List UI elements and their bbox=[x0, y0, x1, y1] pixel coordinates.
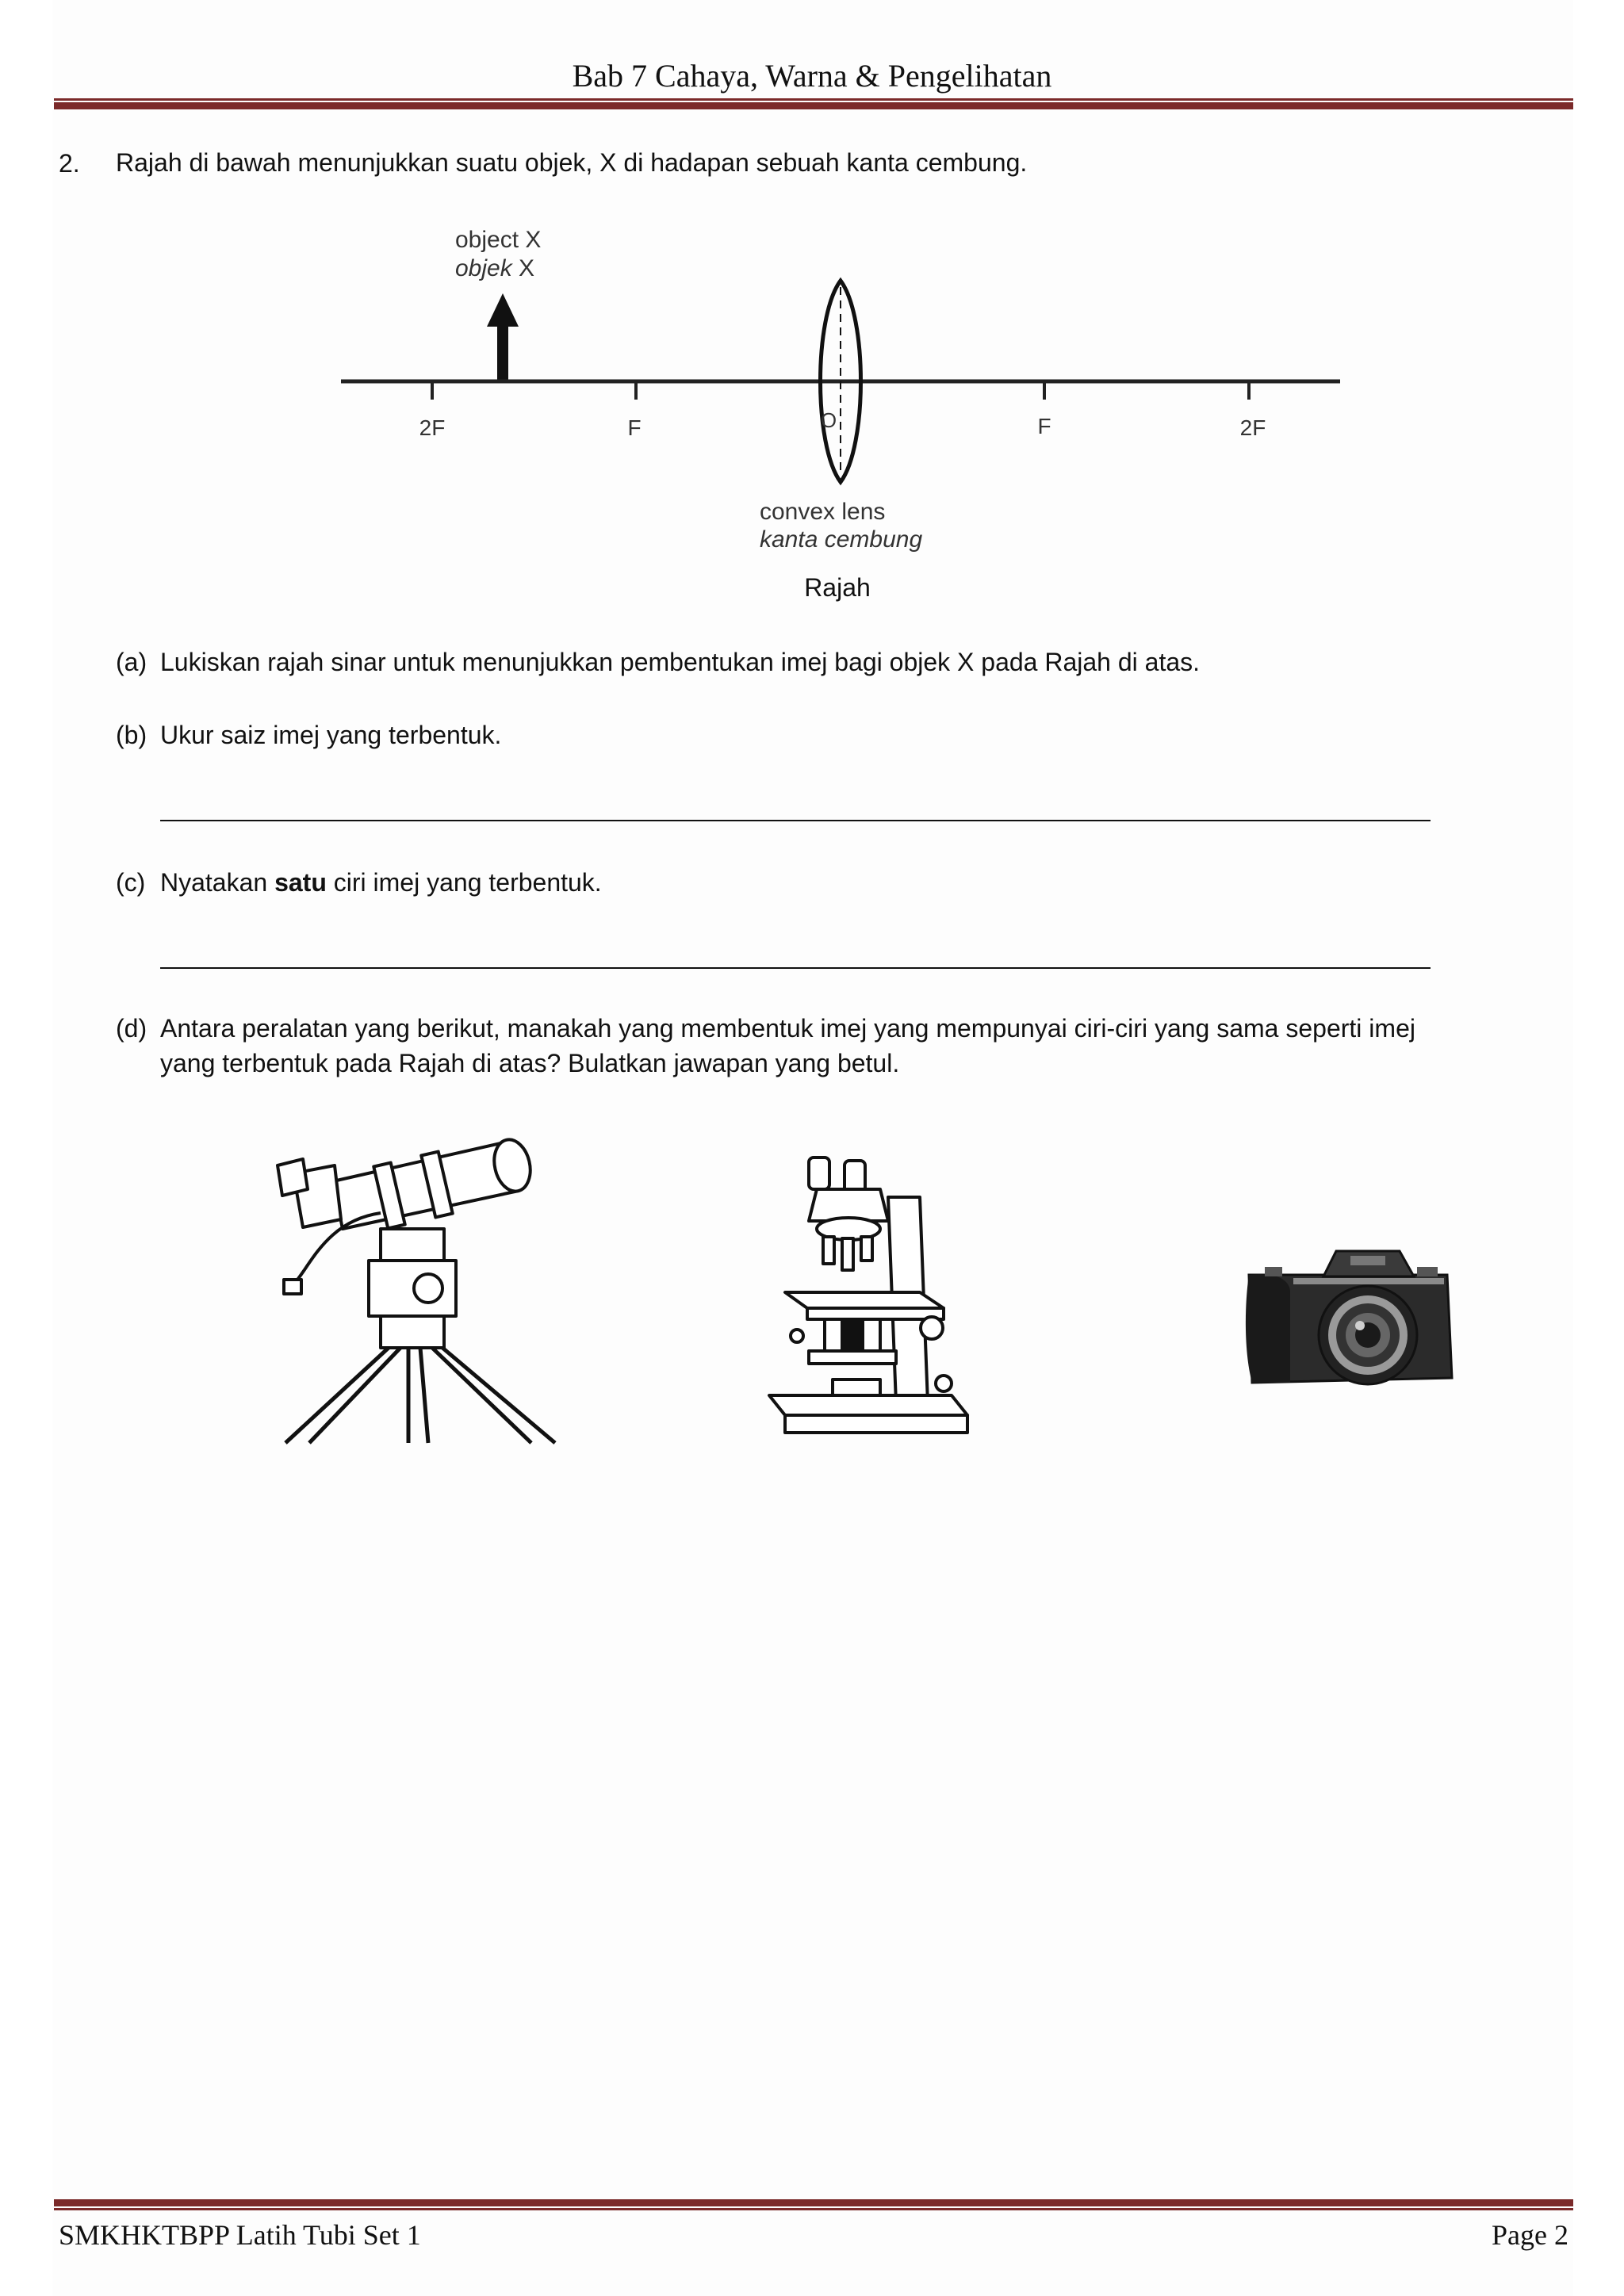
object-label-en: object X bbox=[455, 227, 542, 253]
part-a-text: Lukiskan rajah sinar untuk menunjukkan pembentukan imej bagi objek X pada Rajah di atas. bbox=[160, 648, 1201, 676]
part-d-label: (d) bbox=[116, 1014, 147, 1043]
part-b-label: (b) bbox=[116, 721, 147, 749]
header-title: Bab 7 Cahaya, Warna & Pengelihatan bbox=[572, 58, 1052, 94]
part-c-text: Nyatakan satu ciri imej yang terbentuk. bbox=[160, 868, 602, 897]
footer-rule-thick bbox=[54, 2199, 1573, 2206]
question-stem: Rajah di bawah menunjukkan suatu objek, X di hadapan sebuah kanta cembung. bbox=[116, 148, 1028, 177]
mark-f-right: F bbox=[1037, 414, 1051, 438]
footer-page-number: Page 2 bbox=[1492, 2219, 1568, 2251]
mark-f-left: F bbox=[627, 415, 642, 440]
mark-2f-right: 2F bbox=[1239, 415, 1266, 440]
answer-line-b[interactable] bbox=[160, 820, 1431, 821]
part-c-bold: satu bbox=[274, 868, 327, 897]
footer-left: SMKHKTBPP Latih Tubi Set 1 bbox=[59, 2219, 421, 2251]
object-arrow bbox=[487, 293, 519, 381]
camera-icon[interactable] bbox=[1241, 1243, 1455, 1394]
lens-label-ms: kanta cembung bbox=[760, 526, 923, 553]
mark-o: O bbox=[820, 408, 837, 432]
part-b-text: Ukur saiz imej yang terbentuk. bbox=[160, 721, 502, 749]
part-c-label: (c) bbox=[116, 868, 146, 897]
answer-line-c[interactable] bbox=[160, 967, 1431, 969]
mark-2f-left: 2F bbox=[419, 415, 446, 440]
part-a-label: (a) bbox=[116, 648, 147, 676]
part-d-line2: yang terbentuk pada Rajah di atas? Bulatkan jawapan yang betul. bbox=[160, 1049, 900, 1077]
diagram-caption: Rajah bbox=[804, 573, 871, 602]
header-rule-thin bbox=[54, 98, 1573, 101]
telescope-icon[interactable] bbox=[262, 1118, 579, 1451]
footer-rule-thin bbox=[54, 2208, 1573, 2210]
lens-diagram bbox=[317, 214, 1364, 603]
object-label-ms: objek X bbox=[455, 255, 535, 281]
lens-label-en: convex lens bbox=[760, 499, 886, 525]
microscope-icon[interactable] bbox=[761, 1150, 991, 1443]
header-rule-thick bbox=[54, 102, 1573, 109]
question-number: 2. bbox=[59, 149, 80, 178]
part-d-line1: Antara peralatan yang berikut, manakah yang membentuk imej yang mempunyai ciri-ciri yang sama seperti imej bbox=[160, 1014, 1415, 1043]
